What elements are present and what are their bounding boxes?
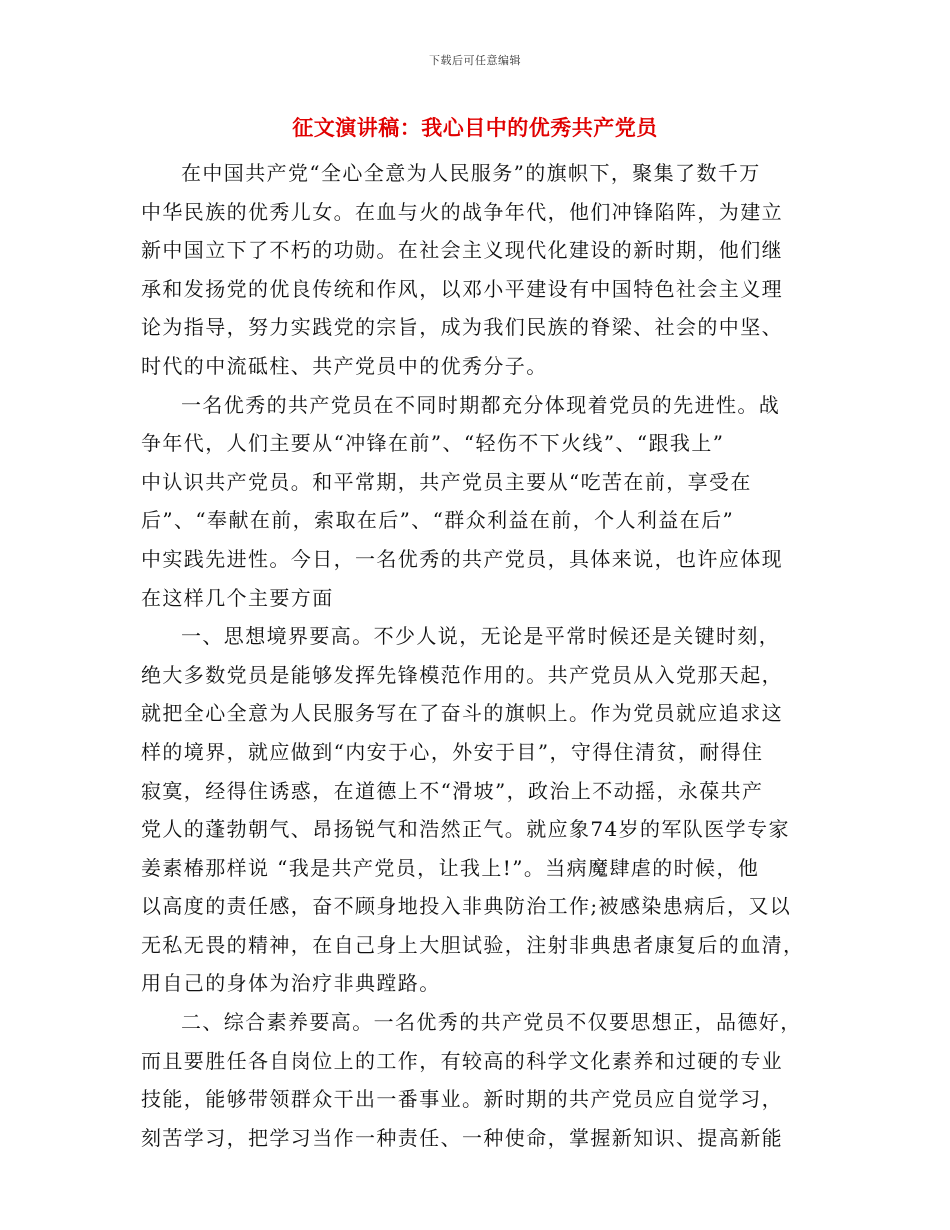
paragraph-intro: 在中国共产党“全心全意为人民服务”的旗帜下，聚集了数千万 中华民族的优秀儿女。在血与火的战争年代，他们冲锋陷阵，为建立 新中国立下了不朽的功勋。在社会主义现代化建设的新时期，他们继 承和发扬党的优良传统和作风，以邓小平建设有中国特色社会主义理 论为指导，努力实践党的宗旨，成为我们民族的脊梁、社会的中坚、 时代的中流砥柱、共产党员中的优秀分子。 [141,161,783,378]
paragraph-advancement: 一名优秀的共产党员在不同时期都充分体现着党员的先进性。战 争年代，人们主要从“冲锋在前”、“轻伤不下火线”、“跟我上” 中认识共产党员。和平常期，共产党员主要从“吃苦在前，享受在 后”、“奉献在前，索取在后”、“群众利益在前，个人利益在后” 中实践先进性。今日，一名优秀的共产党员，具体来说，也许应体现 在这样几个主要方面 [141,392,783,610]
paragraph-point-one: 一、思想境界要高。不少人说，无论是平常时候还是关键时刻， 绝大多数党员是能够发挥先锋模范作用的。共产党员从入党那天起， 就把全心全意为人民服务写在了奋斗的旗帜上。作为党员就应追求这 样的境界，就应做到“内安于心，外安于目”，守得住清贫，耐得住 寂寞，经得住诱惑，在道德上不“滑坡”，政治上不动摇，永葆共产 党人的蓬勃朝气、昂扬锐气和浩然正气。就应象74岁的军队医学专家 姜素椿那样说 “我是共产党员，让我上!”。当病魔肆虐的时候，他 以高度的责任感，奋不顾身地投入非典防治工作;被感染患病后，又以 无私无畏的精神，在自己身上大胆试验，注射非典患者康复后的血清， 用自己的身体为治疗非典蹚路。 [141,624,805,996]
document-title: 征文演讲稿：我心目中的优秀共产党员 [292,116,658,140]
header-note: 下载后可任意编辑 [429,54,521,67]
paragraph-point-two: 二、综合素养要高。一名优秀的共产党员不仅要思想正，品德好， 而且要胜任各自岗位上的工作，有较高的科学文化素养和过硬的专业 技能，能够带领群众干出一番事业。新时期的共产党员应自觉学习， 刻苦学习，把学习当作一种责任、一种使命，掌握新知识、提高新能 [141,1010,802,1150]
document-body [141,154,806,1157]
